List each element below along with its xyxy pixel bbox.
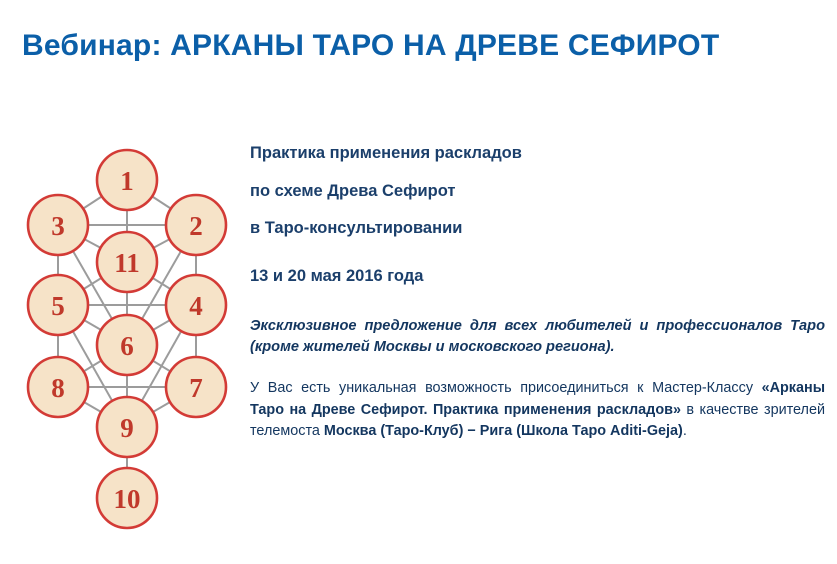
sephira-label: 1 [120, 166, 134, 196]
tree-of-sephirot-diagram [20, 140, 235, 550]
sephira-label: 5 [51, 291, 65, 321]
sephira-label: 10 [113, 484, 141, 514]
lead-line-3: в Таро-консультировании [250, 219, 463, 238]
description-part-2: в качестве зрителей телемоста [250, 401, 826, 440]
sephira-label: 9 [120, 413, 134, 443]
sephira-label: 2 [189, 211, 203, 241]
description-part-3: . [682, 423, 687, 440]
exclusive-offer-text: Эксклюзивное предложение для всех любителей и профессионалов Таро (кроме жителей Москвы и московского региона). [250, 317, 825, 356]
lead-line-2: по схеме Древа Сефирот [250, 181, 456, 200]
sephira-label: 8 [51, 373, 65, 403]
tree-diagram-svg [20, 140, 235, 550]
masterclass-name: «Арканы Таро на Древе Сефирот. Практика применения раскладов» [250, 380, 825, 418]
sephira-label: 7 [189, 373, 203, 403]
description-paragraph [250, 378, 825, 443]
sephira-label: 11 [114, 248, 140, 278]
page-title: Вебинар: АРКАНЫ ТАРО НА ДРЕВЕ СЕФИРОТ [22, 29, 720, 62]
sephira-label: 3 [51, 211, 65, 241]
telebridge-cities: Москва (Таро-Клуб) − Рига (Школа Таро Aditi-Geja) [323, 423, 683, 440]
description-part-1: У Вас есть уникальная возможность присоединиться к Мастер-Классу [250, 380, 762, 397]
event-date: 13 и 20 мая 2016 года [250, 266, 424, 285]
sephira-label: 4 [189, 291, 203, 321]
lead-line-1: Практика применения раскладов [250, 144, 522, 162]
sephira-label: 6 [120, 331, 134, 361]
content-column [250, 143, 825, 443]
